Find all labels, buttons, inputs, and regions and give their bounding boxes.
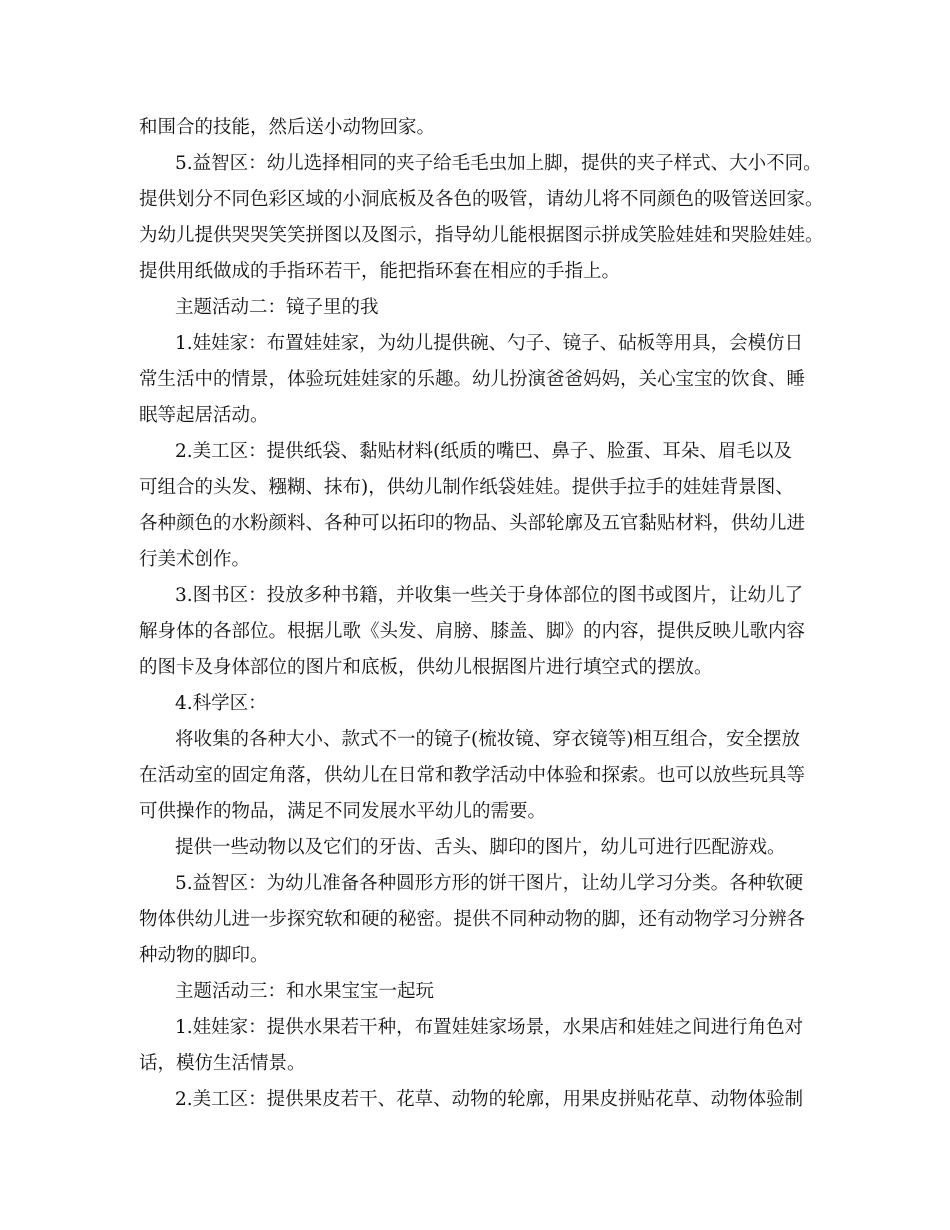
paragraph-line: 眠等起居活动。 (139, 405, 269, 426)
paragraph-line: 将收集的各种大小、款式不一的镜子(梳妆镜、穿衣镜等)相互组合，安全摆放 (175, 729, 800, 750)
paragraph-line: 1.娃娃家：布置娃娃家，为幼儿提供碗、勺子、镜子、砧板等用具，会模仿日 (175, 333, 804, 354)
section-heading: 主题活动三：和水果宝宝一起玩 (175, 981, 435, 1002)
paragraph-line: 解身体的各部位。根据儿歌《头发、肩膀、膝盖、脚》的内容，提供反映儿歌内容 (139, 621, 806, 642)
paragraph-line: 种动物的脚印。 (139, 945, 269, 966)
paragraph-line: 3.图书区：投放多种书籍，并收集一些关于身体部位的图书或图片，让幼儿了 (175, 585, 804, 606)
paragraph-line: 的图卡及身体部位的图片和底板，供幼儿根据图片进行填空式的摆放。 (139, 657, 713, 678)
paragraph-line: 1.娃娃家：提供水果若干种，布置娃娃家场景，水果店和娃娃之间进行角色对 (175, 1017, 804, 1038)
paragraph-line: 在活动室的固定角落，供幼儿在日常和教学活动中体验和探索。也可以放些玩具等 (139, 765, 806, 786)
paragraph-line: 行美术创作。 (139, 549, 251, 570)
paragraph-line: 可供操作的物品，满足不同发展水平幼儿的需要。 (139, 801, 547, 822)
paragraph-line: 4.科学区： (175, 693, 267, 714)
paragraph-line: 2.美工区：提供果皮若干、花草、动物的轮廓，用果皮拼贴花草、动物体验制 (175, 1089, 804, 1110)
paragraph-line: 为幼儿提供哭哭笑笑拼图以及图示，指导幼儿能根据图示拼成笑脸娃娃和哭脸娃娃。 (139, 225, 824, 246)
paragraph-line: 提供用纸做成的手指环若干，能把指环套在相应的手指上。 (139, 261, 621, 282)
paragraph-line: 常生活中的情景，体验玩娃娃家的乐趣。幼儿扮演爸爸妈妈，关心宝宝的饮食、睡 (139, 369, 806, 390)
paragraph-line: 2.美工区：提供纸袋、黏贴材料(纸质的嘴巴、鼻子、脸蛋、耳朵、眉毛以及 (175, 441, 792, 462)
paragraph-line: 5.益智区：为幼儿准备各种圆形方形的饼干图片，让幼儿学习分类。各种软硬 (175, 873, 804, 894)
section-heading: 主题活动二：镜子里的我 (175, 297, 379, 318)
paragraph-line: 提供划分不同色彩区域的小洞底板及各色的吸管，请幼儿将不同颜色的吸管送回家。 (139, 189, 824, 210)
paragraph-line: 5.益智区：幼儿选择相同的夹子给毛毛虫加上脚，提供的夹子样式、大小不同。 (175, 153, 822, 174)
paragraph-line: 话，模仿生活情景。 (139, 1053, 306, 1074)
paragraph-line: 可组合的头发、糨糊、抹布)，供幼儿制作纸袋娃娃。提供手拉手的娃娃背景图、 (139, 477, 794, 498)
paragraph-line: 物体供幼儿进一步探究软和硬的秘密。提供不同种动物的脚，还有动物学习分辨各 (139, 909, 806, 930)
paragraph-line: 和围合的技能，然后送小动物回家。 (139, 117, 436, 138)
paragraph-line: 各种颜色的水粉颜料、各种可以拓印的物品、头部轮廓及五官黏贴材料，供幼儿进 (139, 513, 806, 534)
paragraph-line: 提供一些动物以及它们的牙齿、舌头、脚印的图片，幼儿可进行匹配游戏。 (175, 837, 786, 858)
